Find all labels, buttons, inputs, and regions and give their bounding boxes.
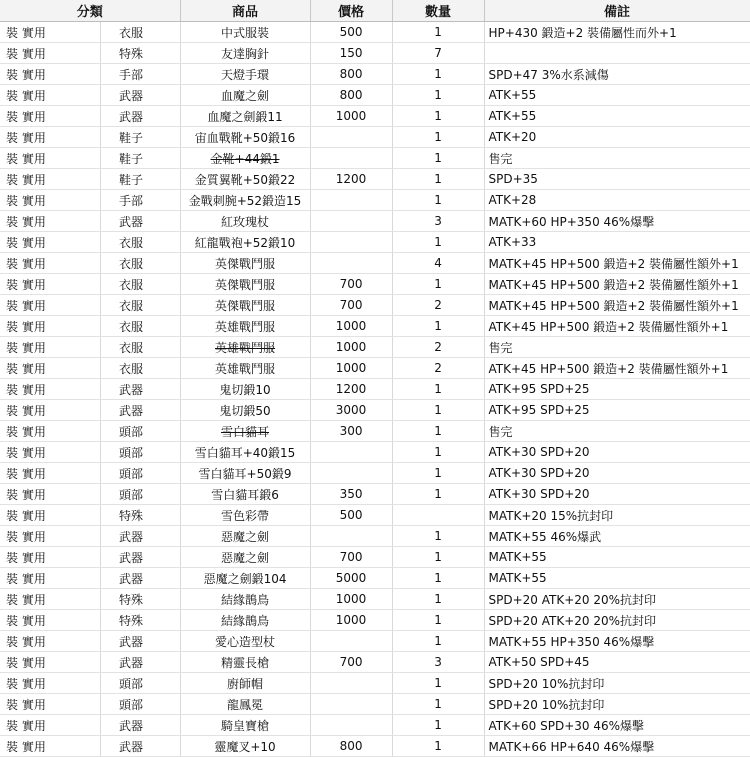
cell-item[interactable]: 紅玫瑰杖 [180,211,310,232]
cell-qty[interactable]: 2 [392,337,484,358]
cell-category[interactable]: 裝 實用 [0,442,100,463]
cell-qty[interactable]: 1 [392,127,484,148]
cell-category[interactable]: 裝 實用 [0,127,100,148]
cell-note[interactable]: MATK+45 HP+500 鍛造+2 裝備屬性額外+1 [484,253,750,274]
cell-price[interactable]: 1000 [310,358,392,379]
cell-qty[interactable]: 1 [392,484,484,505]
cell-category[interactable]: 裝 實用 [0,43,100,64]
cell-subcategory[interactable]: 頭部 [100,484,180,505]
table-row[interactable] [0,295,750,316]
cell-subcategory[interactable]: 武器 [100,652,180,673]
cell-note[interactable]: MATK+66 HP+640 46%爆擊 [484,736,750,757]
table-row[interactable] [0,190,750,211]
table-row[interactable] [0,211,750,232]
cell-item[interactable]: 英雄戰鬥服 [180,337,310,358]
cell-subcategory[interactable]: 鞋子 [100,127,180,148]
cell-note[interactable]: ATK+95 SPD+25 [484,400,750,421]
table-row[interactable] [0,568,750,589]
cell-subcategory[interactable]: 衣服 [100,337,180,358]
cell-qty[interactable]: 1 [392,400,484,421]
cell-price[interactable] [310,190,392,211]
cell-item[interactable]: 英傑戰鬥服 [180,253,310,274]
cell-category[interactable]: 裝 實用 [0,673,100,694]
cell-price[interactable]: 700 [310,274,392,295]
cell-qty[interactable]: 1 [392,421,484,442]
cell-price[interactable] [310,463,392,484]
cell-subcategory[interactable]: 鞋子 [100,148,180,169]
table-row[interactable] [0,169,750,190]
cell-item[interactable]: 騎皇寶槍 [180,715,310,736]
cell-price[interactable]: 500 [310,505,392,526]
cell-item[interactable]: 中式服裝 [180,22,310,43]
cell-category[interactable]: 裝 實用 [0,106,100,127]
cell-category[interactable]: 裝 實用 [0,337,100,358]
cell-item[interactable]: 雪色彩帶 [180,505,310,526]
cell-category[interactable]: 裝 實用 [0,22,100,43]
cell-price[interactable]: 1000 [310,610,392,631]
cell-item[interactable]: 精靈長槍 [180,652,310,673]
cell-subcategory[interactable]: 武器 [100,211,180,232]
cell-note[interactable]: ATK+50 SPD+45 [484,652,750,673]
cell-price[interactable]: 1000 [310,316,392,337]
cell-item[interactable]: 紅龍戰袍+52鍛10 [180,232,310,253]
table-row[interactable] [0,127,750,148]
cell-category[interactable]: 裝 實用 [0,568,100,589]
cell-subcategory[interactable]: 武器 [100,736,180,757]
cell-category[interactable]: 裝 實用 [0,295,100,316]
cell-category[interactable]: 裝 實用 [0,379,100,400]
cell-price[interactable]: 700 [310,547,392,568]
cell-subcategory[interactable]: 武器 [100,85,180,106]
cell-qty[interactable]: 4 [392,253,484,274]
cell-category[interactable]: 裝 實用 [0,274,100,295]
cell-price[interactable]: 800 [310,85,392,106]
table-row[interactable] [0,631,750,652]
cell-note[interactable]: ATK+95 SPD+25 [484,379,750,400]
cell-item[interactable]: 英雄戰鬥服 [180,316,310,337]
table-row[interactable] [0,106,750,127]
cell-category[interactable]: 裝 實用 [0,652,100,673]
cell-item[interactable]: 金靴+44鍛1 [180,148,310,169]
cell-note[interactable]: ATK+30 SPD+20 [484,484,750,505]
cell-item[interactable]: 雪白貓耳鍛6 [180,484,310,505]
table-row[interactable] [0,253,750,274]
table-row[interactable] [0,652,750,673]
table-row[interactable] [0,442,750,463]
cell-category[interactable]: 裝 實用 [0,715,100,736]
cell-note[interactable]: ATK+45 HP+500 鍛造+2 裝備屬性額外+1 [484,316,750,337]
cell-category[interactable]: 裝 實用 [0,148,100,169]
cell-note[interactable]: SPD+47 3%水系減傷 [484,64,750,85]
cell-item[interactable]: 宙血戰靴+50鍛16 [180,127,310,148]
cell-category[interactable]: 裝 實用 [0,400,100,421]
cell-subcategory[interactable]: 武器 [100,631,180,652]
cell-note[interactable]: MATK+55 [484,568,750,589]
cell-item[interactable]: 廚師帽 [180,673,310,694]
cell-qty[interactable]: 1 [392,610,484,631]
cell-category[interactable]: 裝 實用 [0,421,100,442]
cell-note[interactable]: ATK+30 SPD+20 [484,463,750,484]
cell-price[interactable] [310,526,392,547]
cell-note[interactable]: ATK+45 HP+500 鍛造+2 裝備屬性額外+1 [484,358,750,379]
cell-subcategory[interactable]: 頭部 [100,694,180,715]
cell-category[interactable]: 裝 實用 [0,169,100,190]
cell-note[interactable]: MATK+45 HP+500 鍛造+2 裝備屬性額外+1 [484,295,750,316]
table-row[interactable] [0,22,750,43]
table-row[interactable] [0,736,750,757]
cell-price[interactable]: 500 [310,22,392,43]
cell-qty[interactable]: 3 [392,652,484,673]
cell-price[interactable]: 300 [310,421,392,442]
table-row[interactable] [0,64,750,85]
header-row [0,0,750,22]
cell-price[interactable]: 1000 [310,589,392,610]
cell-note[interactable]: MATK+60 HP+350 46%爆擊 [484,211,750,232]
cell-subcategory[interactable]: 武器 [100,526,180,547]
cell-category[interactable]: 裝 實用 [0,694,100,715]
cell-subcategory[interactable]: 武器 [100,400,180,421]
cell-price[interactable] [310,631,392,652]
table-row[interactable] [0,421,750,442]
cell-qty[interactable]: 1 [392,232,484,253]
cell-subcategory[interactable]: 武器 [100,547,180,568]
cell-item[interactable]: 結緣鵲鳥 [180,589,310,610]
cell-qty[interactable]: 1 [392,379,484,400]
cell-qty[interactable]: 1 [392,673,484,694]
cell-item[interactable]: 愛心造型杖 [180,631,310,652]
header-note[interactable]: 備註 [484,0,750,22]
cell-qty[interactable]: 1 [392,568,484,589]
cell-subcategory[interactable]: 武器 [100,379,180,400]
table-row[interactable] [0,694,750,715]
table-row[interactable] [0,505,750,526]
cell-note[interactable] [484,43,750,64]
cell-note[interactable]: MATK+55 46%爆武 [484,526,750,547]
cell-qty[interactable] [392,505,484,526]
cell-item[interactable]: 龍鳳冕 [180,694,310,715]
cell-qty[interactable]: 1 [392,85,484,106]
cell-price[interactable] [310,715,392,736]
cell-qty[interactable]: 1 [392,64,484,85]
table-row[interactable] [0,547,750,568]
header-item[interactable]: 商品 [180,0,310,22]
cell-qty[interactable]: 1 [392,463,484,484]
cell-qty[interactable]: 1 [392,547,484,568]
cell-qty[interactable]: 1 [392,22,484,43]
cell-price[interactable] [310,253,392,274]
cell-item[interactable]: 友達胸針 [180,43,310,64]
cell-price[interactable]: 150 [310,43,392,64]
table-row[interactable] [0,232,750,253]
table-row[interactable] [0,526,750,547]
table-row[interactable] [0,85,750,106]
cell-price[interactable]: 700 [310,295,392,316]
cell-qty[interactable]: 1 [392,106,484,127]
table-row[interactable] [0,589,750,610]
cell-note[interactable]: MATK+55 HP+350 46%爆擊 [484,631,750,652]
cell-note[interactable]: MATK+20 15%抗封印 [484,505,750,526]
cell-qty[interactable]: 1 [392,631,484,652]
cell-price[interactable]: 350 [310,484,392,505]
cell-category[interactable]: 裝 實用 [0,211,100,232]
cell-note[interactable]: SPD+20 10%抗封印 [484,694,750,715]
cell-note[interactable]: ATK+20 [484,127,750,148]
cell-category[interactable]: 裝 實用 [0,547,100,568]
cell-price[interactable]: 1200 [310,379,392,400]
cell-price[interactable]: 5000 [310,568,392,589]
cell-note[interactable]: 售完 [484,148,750,169]
table-row[interactable] [0,400,750,421]
cell-note[interactable]: 售完 [484,337,750,358]
cell-item[interactable]: 惡魔之劍 [180,526,310,547]
cell-qty[interactable]: 3 [392,211,484,232]
cell-note[interactable]: ATK+33 [484,232,750,253]
cell-item[interactable]: 雪白貓耳+50鍛9 [180,463,310,484]
header-qty[interactable]: 數量 [392,0,484,22]
cell-category[interactable]: 裝 實用 [0,484,100,505]
cell-qty[interactable]: 1 [392,589,484,610]
cell-item[interactable]: 英傑戰鬥服 [180,295,310,316]
cell-category[interactable]: 裝 實用 [0,463,100,484]
table-row[interactable] [0,379,750,400]
table-row[interactable] [0,316,750,337]
cell-item[interactable]: 靈魔叉+10 [180,736,310,757]
cell-subcategory[interactable]: 武器 [100,568,180,589]
cell-item[interactable]: 天燈手環 [180,64,310,85]
cell-note[interactable]: ATK+28 [484,190,750,211]
cell-qty[interactable]: 2 [392,358,484,379]
cell-note[interactable]: ATK+30 SPD+20 [484,442,750,463]
cell-subcategory[interactable]: 頭部 [100,421,180,442]
cell-category[interactable]: 裝 實用 [0,358,100,379]
cell-note[interactable]: ATK+60 SPD+30 46%爆擊 [484,715,750,736]
cell-note[interactable]: SPD+20 10%抗封印 [484,673,750,694]
cell-subcategory[interactable]: 衣服 [100,358,180,379]
cell-subcategory[interactable]: 衣服 [100,232,180,253]
cell-qty[interactable]: 1 [392,148,484,169]
cell-subcategory[interactable]: 衣服 [100,22,180,43]
table-row[interactable] [0,715,750,736]
cell-price[interactable]: 800 [310,736,392,757]
cell-item[interactable]: 金戰刺腕+52鍛造15 [180,190,310,211]
cell-item[interactable]: 惡魔之劍 [180,547,310,568]
cell-subcategory[interactable]: 手部 [100,190,180,211]
table-row[interactable] [0,610,750,631]
cell-subcategory[interactable]: 衣服 [100,316,180,337]
cell-qty[interactable]: 1 [392,694,484,715]
table-row[interactable] [0,484,750,505]
cell-price[interactable] [310,148,392,169]
cell-item[interactable]: 英雄戰鬥服 [180,358,310,379]
cell-note[interactable]: SPD+20 ATK+20 20%抗封印 [484,610,750,631]
cell-price[interactable]: 700 [310,652,392,673]
cell-category[interactable]: 裝 實用 [0,232,100,253]
cell-note[interactable]: 售完 [484,421,750,442]
cell-subcategory[interactable]: 武器 [100,715,180,736]
cell-subcategory[interactable]: 頭部 [100,442,180,463]
table-row[interactable] [0,148,750,169]
cell-item[interactable]: 惡魔之劍鍛104 [180,568,310,589]
cell-note[interactable]: SPD+35 [484,169,750,190]
cell-qty[interactable]: 1 [392,442,484,463]
cell-price[interactable]: 1200 [310,169,392,190]
cell-price[interactable] [310,127,392,148]
cell-qty[interactable]: 1 [392,715,484,736]
cell-qty[interactable]: 1 [392,274,484,295]
cell-subcategory[interactable]: 衣服 [100,295,180,316]
cell-price[interactable] [310,232,392,253]
cell-qty[interactable]: 2 [392,295,484,316]
cell-category[interactable]: 裝 實用 [0,736,100,757]
cell-price[interactable]: 800 [310,64,392,85]
cell-note[interactable]: SPD+20 ATK+20 20%抗封印 [484,589,750,610]
cell-item[interactable]: 雪白貓耳+40鍛15 [180,442,310,463]
cell-price[interactable]: 3000 [310,400,392,421]
cell-price[interactable] [310,442,392,463]
cell-price[interactable] [310,211,392,232]
cell-item[interactable]: 金質翼靴+50鍛22 [180,169,310,190]
cell-subcategory[interactable]: 鞋子 [100,169,180,190]
table-row[interactable] [0,43,750,64]
cell-category[interactable]: 裝 實用 [0,526,100,547]
cell-item[interactable]: 鬼切鍛50 [180,400,310,421]
cell-subcategory[interactable]: 頭部 [100,463,180,484]
cell-price[interactable] [310,694,392,715]
cell-note[interactable]: ATK+55 [484,85,750,106]
cell-subcategory[interactable]: 特殊 [100,589,180,610]
cell-subcategory[interactable]: 手部 [100,64,180,85]
table-row[interactable] [0,274,750,295]
cell-subcategory[interactable]: 特殊 [100,505,180,526]
cell-item[interactable]: 血魔之劍鍛11 [180,106,310,127]
cell-qty[interactable]: 1 [392,190,484,211]
cell-subcategory[interactable]: 特殊 [100,610,180,631]
cell-note[interactable]: MATK+45 HP+500 鍛造+2 裝備屬性額外+1 [484,274,750,295]
cell-category[interactable]: 裝 實用 [0,589,100,610]
cell-subcategory[interactable]: 頭部 [100,673,180,694]
cell-qty[interactable]: 1 [392,736,484,757]
cell-category[interactable]: 裝 實用 [0,316,100,337]
table-row[interactable] [0,463,750,484]
cell-note[interactable]: ATK+55 [484,106,750,127]
cell-subcategory[interactable]: 特殊 [100,43,180,64]
cell-qty[interactable]: 7 [392,43,484,64]
header-category[interactable]: 分類 [0,0,180,22]
cell-subcategory[interactable]: 衣服 [100,274,180,295]
cell-category[interactable]: 裝 實用 [0,64,100,85]
cell-category[interactable]: 裝 實用 [0,85,100,106]
cell-category[interactable]: 裝 實用 [0,505,100,526]
cell-item[interactable]: 雪白貓耳 [180,421,310,442]
cell-category[interactable]: 裝 實用 [0,253,100,274]
cell-note[interactable]: HP+430 鍛造+2 裝備屬性而外+1 [484,22,750,43]
cell-qty[interactable]: 1 [392,316,484,337]
cell-category[interactable]: 裝 實用 [0,610,100,631]
cell-category[interactable]: 裝 實用 [0,190,100,211]
cell-item[interactable]: 結緣鵲鳥 [180,610,310,631]
table-row[interactable] [0,358,750,379]
cell-qty[interactable]: 1 [392,169,484,190]
cell-category[interactable]: 裝 實用 [0,631,100,652]
cell-note[interactable]: MATK+55 [484,547,750,568]
table-body [0,22,750,757]
cell-item[interactable]: 英傑戰鬥服 [180,274,310,295]
cell-item[interactable]: 血魔之劍 [180,85,310,106]
cell-qty[interactable]: 1 [392,526,484,547]
cell-subcategory[interactable]: 武器 [100,106,180,127]
cell-subcategory[interactable]: 衣服 [100,253,180,274]
cell-price[interactable]: 1000 [310,106,392,127]
header-price[interactable]: 價格 [310,0,392,22]
cell-price[interactable] [310,673,392,694]
table-row[interactable] [0,673,750,694]
table-row[interactable] [0,337,750,358]
cell-item[interactable]: 鬼切鍛10 [180,379,310,400]
cell-price[interactable]: 1000 [310,337,392,358]
